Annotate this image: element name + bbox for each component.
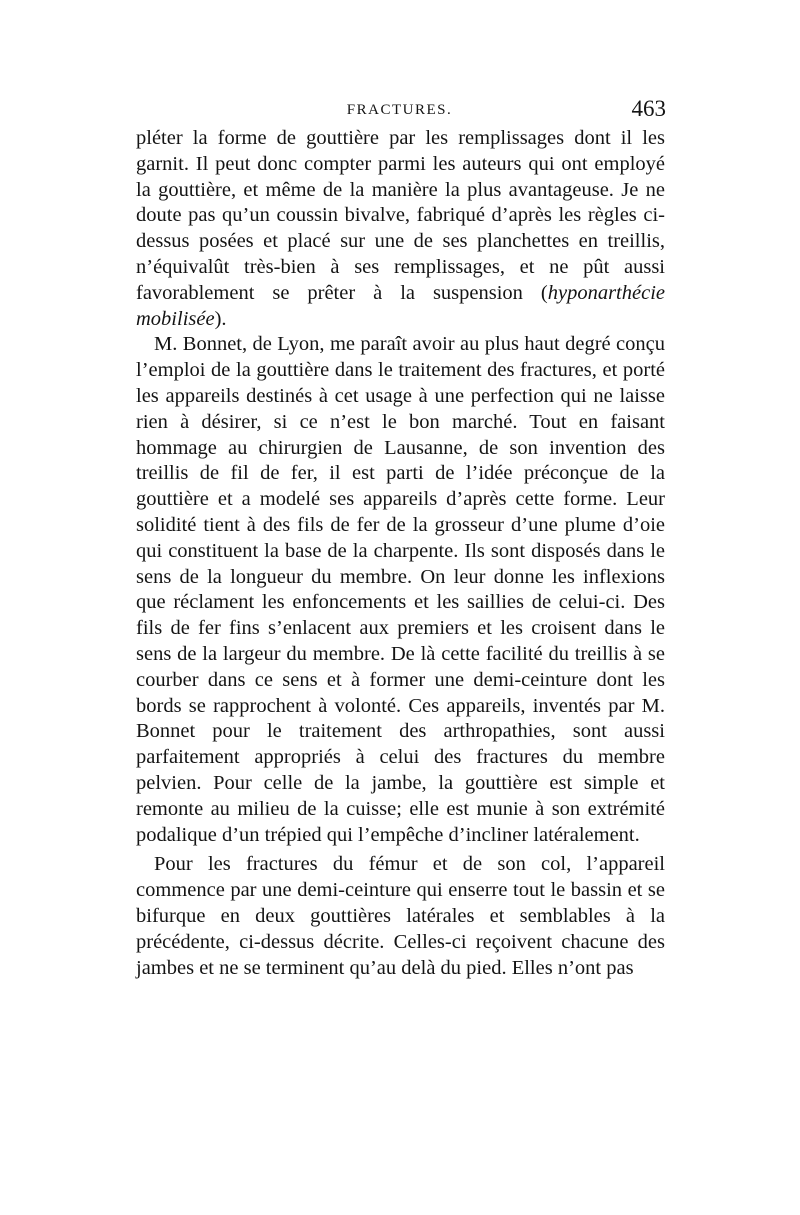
paragraph-text: pléter la forme de gouttière par les remplissages dont il les garnit. Il peut donc compter parmi les auteurs qui ont employé la gouttière, et même de la manière la plus avantageuse. Je ne doute pas qu’un coussin bivalve, fabriqué d’après les règles ci-dessus posées et placé sur une de ses planchettes en treillis, n’équivalût très-bien à ses remplissages, et ne pût aussi favorablement se prêter à la suspension (	[136, 127, 665, 304]
paragraph-continued	[136, 126, 665, 332]
running-head	[133, 96, 666, 126]
running-title: FRACTURES.	[346, 102, 453, 118]
page-number: 463	[631, 96, 666, 121]
paragraph-text: ).	[214, 307, 227, 330]
paragraph-bonnet: M. Bonnet, de Lyon, me paraît avoir au plus haut degré conçu l’emploi de la gouttière dans le traitement des fractures, et porté les appareils destinés à cet usage à une perfection qui ne laisse rien à désirer, si ce n’est le bon marché. Tout en faisant hommage au chirurgien de Lausanne, de son invention des treillis de fil de fer, il est parti de l’idée préconçue de la gouttière et a modelé ses appareils d’après cette forme. Leur solidité tient à des fils de fer de la grosseur d’une plume d’oie qui constituent la base de la charpente. Ils sont disposés dans le sens de la longueur du membre. On leur donne les inflexions que réclament les enfoncements et les saillies de celui-ci. Des fils de fer fins s’enlacent aux premiers et les croisent dans le sens de la largeur du membre. De là cette facilité du treillis à se courber dans ce sens et à former une demi-ceinture dont les bords se rapprochent à volonté. Ces appareils, inventés par M. Bonnet pour le traitement des arthropathies, sont aussi parfaitement appropriés à celui des fractures du membre pelvien. Pour celle de la jambe, la gouttière est simple et remonte au milieu de la cuisse; elle est munie à son extrémité podalique d’un trépied qui l’empêche d’incliner latéralement.	[136, 333, 665, 846]
body-text	[136, 126, 665, 981]
paragraph-femur: Pour les fractures du fémur et de son col, l’appareil commence par une demi-ceinture qui enserre tout le bassin et se bifurque en deux gouttières latérales et semblables à la précédente, ci-dessus décrite. Celles-ci reçoivent chacune des jambes et ne se terminent qu’au delà du pied. Elles n’ont pas	[136, 853, 665, 979]
italic-term: hyponarthécie mobilisée	[136, 281, 665, 330]
